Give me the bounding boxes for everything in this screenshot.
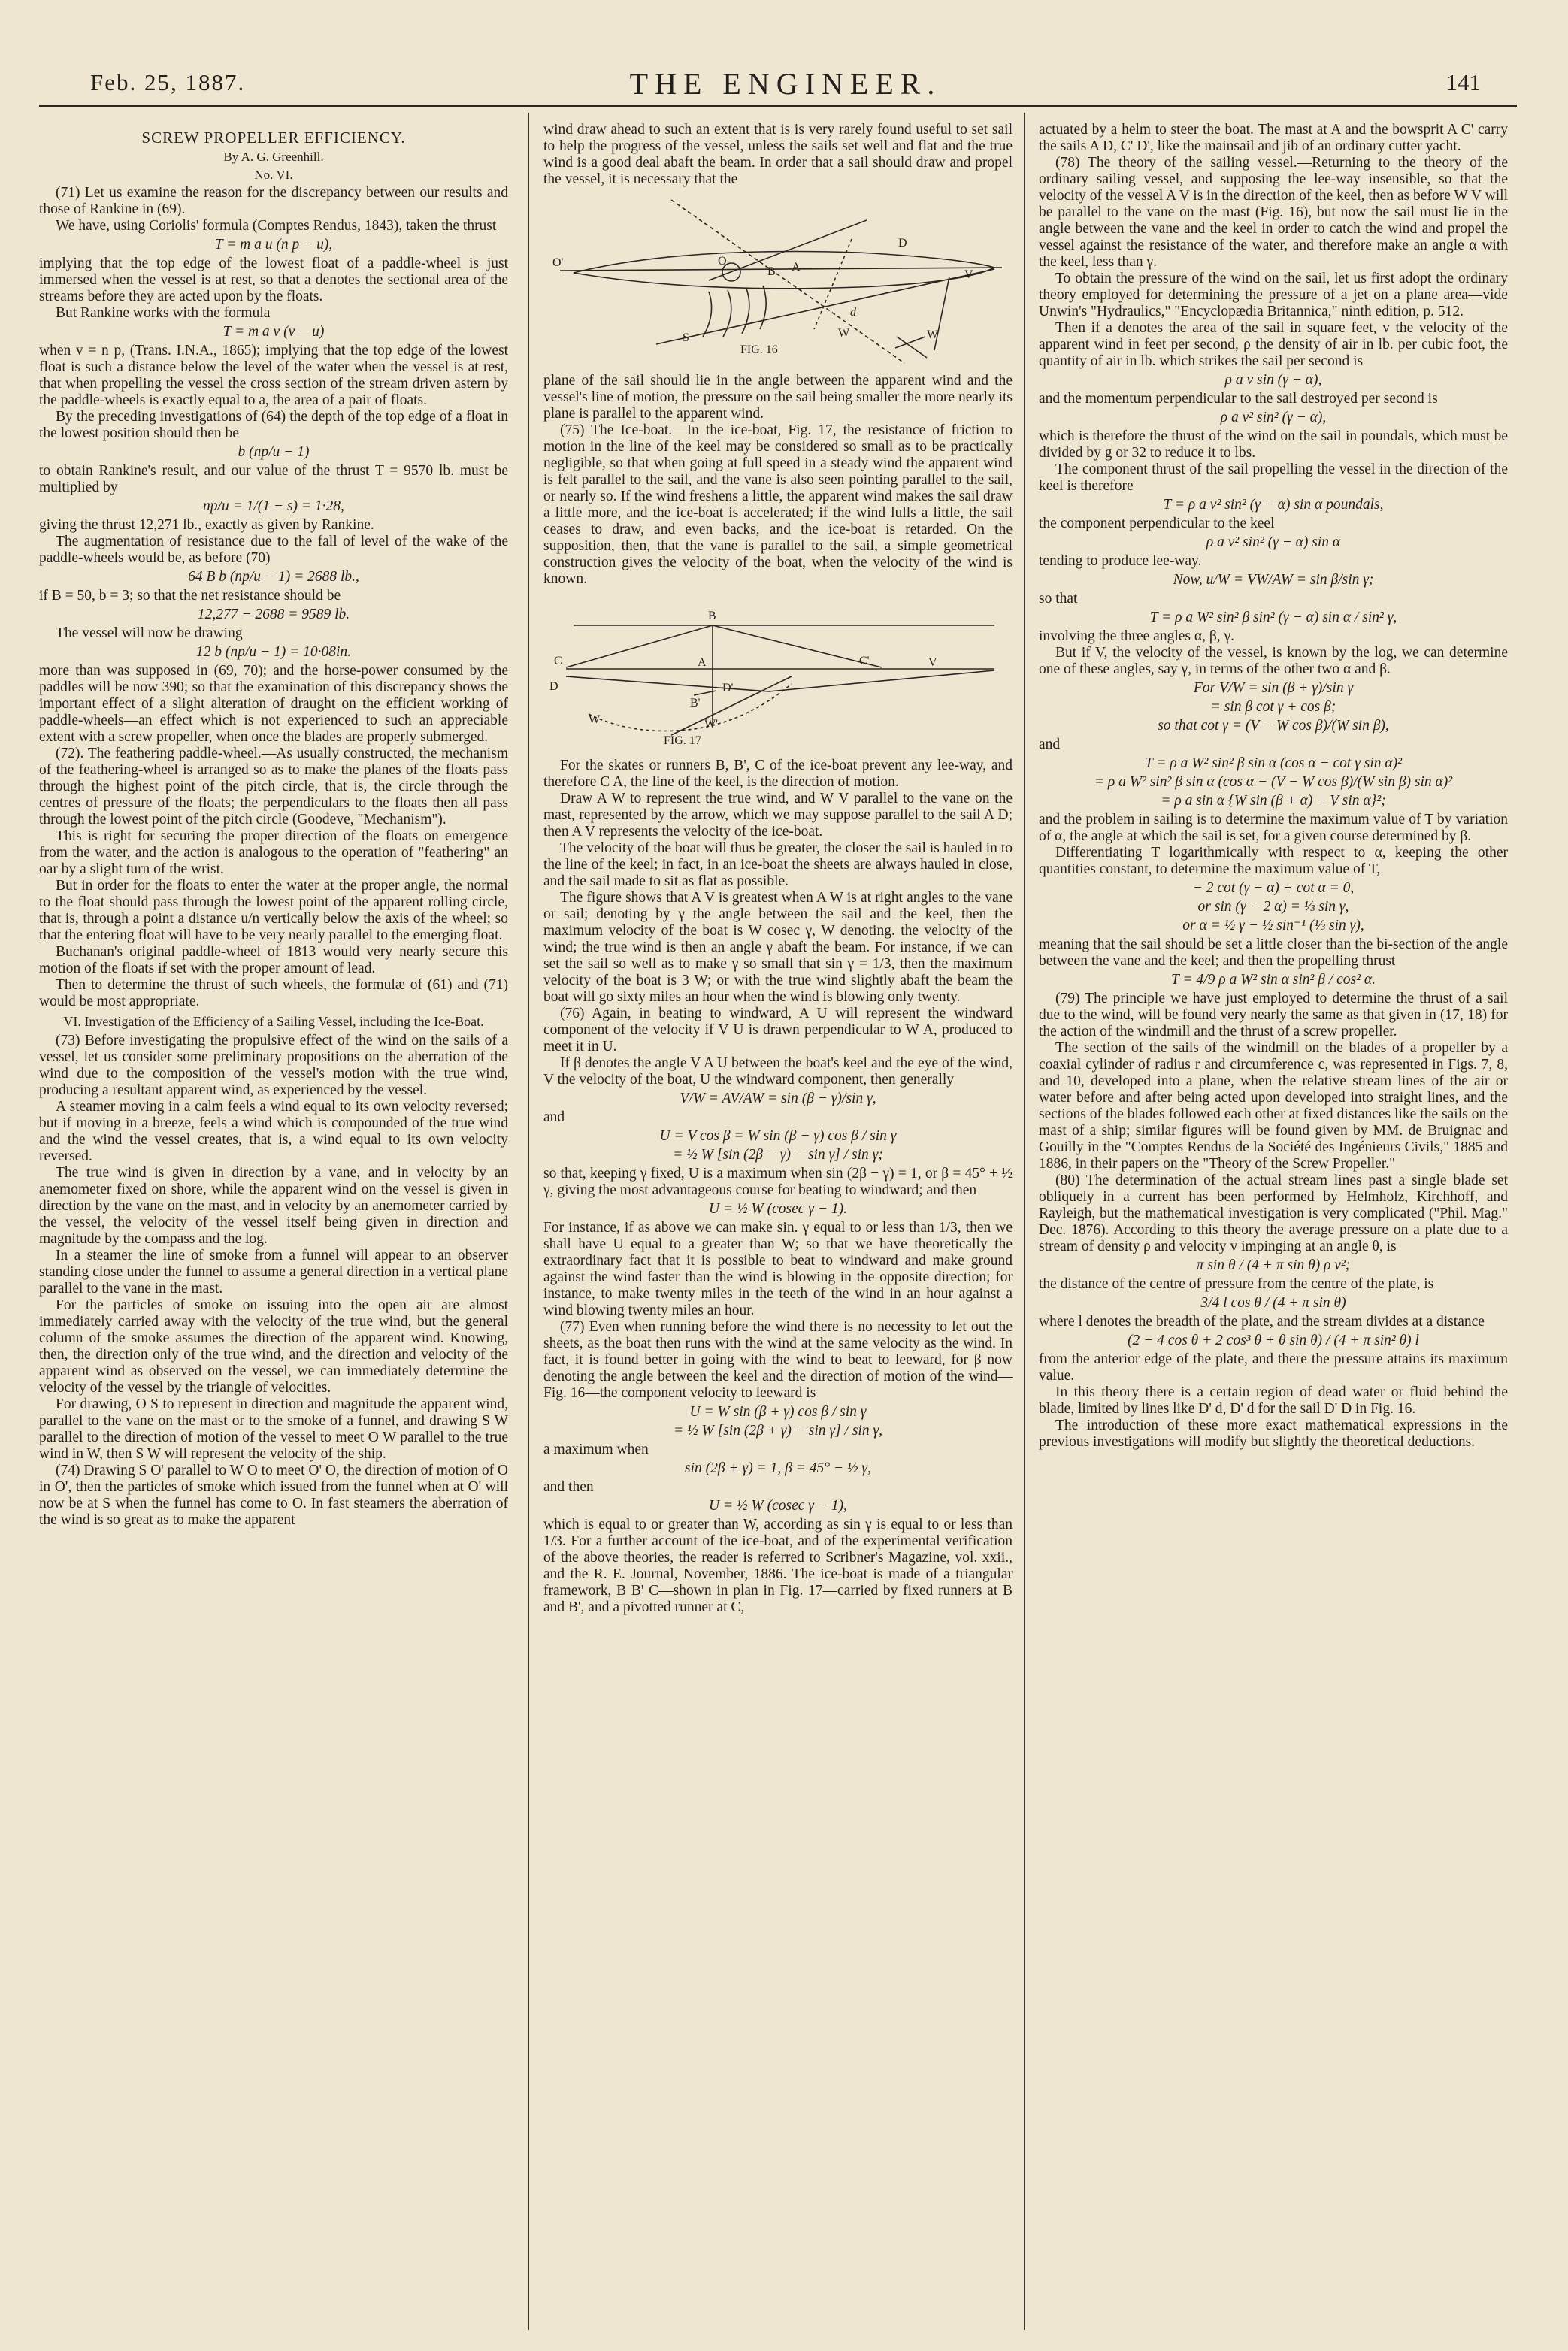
equation: = ½ W [sin (2β + γ) − sin γ] / sin γ, [673,1423,883,1439]
paragraph: The vessel will now be drawing [56,625,243,641]
page-header [90,69,1481,107]
equation: U = W sin (β + γ) cos β / sin γ [689,1404,867,1420]
column-divider [1024,113,1025,2330]
paragraph: The component thrust of the sail propelling the vessel in the direction of the keel is therefore [1039,461,1508,494]
paragraph: A steamer moving in a calm feels a wind equal to its own velocity reversed; but if moving in a breeze, feels a wind which is compounded of the true wind and the wind the vessel creates, that is, a wind equal to its own velocity reversed. [39,1099,508,1164]
paragraph: which is equal to or greater than W, according as sin γ is equal to or less than 1/3. For a further account of the ice-boat, and of the experimental verification of the above theories, the reader is referred to Scribner's Magazine, vol. xxii., and the R. E. Journal, November, 1886. The ice-boat is made of a triangular framework, B B' C—shown in plan in Fig. 17—carried by fixed runners at B and B', and a pivotted runner at C, [543,1517,1013,1615]
equation: U = ½ W (cosec γ − 1). [709,1201,847,1217]
paragraph: In this theory there is a certain region of dead water or fluid behind the blade, limited by lines like D' d, D' d for the sail D' D in Fig. 16. [1039,1384,1508,1417]
fig-16-diagram [543,194,1013,367]
paragraph: to obtain Rankine's result, and our value of the thrust T = 9570 lb. must be multiplied by [39,463,508,495]
paragraph: The true wind is given in direction by a vane, and in velocity by an anemometer fixed on shore, while the apparent wind on the vessel is given in direction by the vane on the mast, and in velocity by an anemometer carried by the vessel, the velocity of the vessel itself being given in direction and magnitude by the compass and the log. [39,1165,508,1247]
equation: = ρ a sin α {W sin (β + α) − V sin α}²; [1161,793,1386,809]
paragraph: plane of the sail should lie in the angle between the apparent wind and the vessel's line of motion, the pressure on the sail being smaller the more nearly its plane is parallel to the apparent wind. [543,373,1013,422]
equation: (2 − 4 cos θ + 2 cos³ θ + θ sin θ) / (4 + π sin² θ) l [1128,1333,1419,1348]
paragraph: and [1039,737,1061,752]
header-rule [39,105,1517,107]
paragraph: Differentiating T logarithmically with respect to α, keeping the other quantities constant, to determine the maximum value of T, [1039,845,1508,877]
equation: Now, u/W = VW/AW = sin β/sin γ; [1173,572,1374,588]
equation: so that cot γ = (V − W cos β)/(W sin β), [1158,718,1389,734]
paragraph: more than was supposed in (69, 70); and the horse-power consumed by the paddles will be now 390; so that the examination of this discrepancy shows the important effect of a slight alteration of draught on the efficient working of paddle-wheels—an effect which is not experienced to such an appreciable extent with a screw propeller, when once the blades are properly submerged. [39,663,508,745]
paragraph: (80) The determination of the actual stream lines past a single blade set obliquely in a current has been performed by Helmholz, Kirchhoff, and Rayleigh, but the mathematical investigation is very complicated ("Phil. Mag." Dec. 1876). According to this theory the average pressure on a plate due to a stream of density ρ and velocity v impinging at an angle θ, is [1039,1172,1508,1254]
equation: T = m a v (v − u) [222,324,325,340]
issue-date: Feb. 25, 1887. [90,69,246,95]
fig-17-diagram [543,594,1013,752]
equation: 12 b (np/u − 1) = 10·08in. [195,644,352,660]
equation: 12,277 − 2688 = 9589 lb. [197,607,350,622]
fig17-label-w: W [589,713,601,726]
equation: ρ a v² sin² (γ − α) sin α [1206,534,1341,550]
fig16-label-w2: W [927,328,939,341]
fig17-label-c: C [554,655,562,667]
equation: V/W = AV/AW = sin (β − γ)/sin γ, [680,1091,876,1106]
smoke-trails [703,286,766,337]
paragraph: (78) The theory of the sailing vessel.—Returning to the theory of the ordinary sailing vessel, and supposing the lee-way insensible, so that the velocity of the vessel A V is in the direction of the keel, then as before W V will be parallel to the vane on the mast (Fig. 16), but now the sail must lie in the angle between the vane and the keel in order to catch the wind and propel the vessel against the resistance of the water, and therefore make an angle α with the keel, less than γ. [1039,155,1508,270]
paragraph: We have, using Coriolis' formula (Comptes Rendus, 1843), taken the thrust [56,218,497,234]
paragraph: when v = n p, (Trans. I.N.A., 1865); implying that the top edge of the lowest float is such a distance below the level of the water when the vessel is at rest, that when propelling the vessel the cross section of the stream driven astern by the paddle-wheels is exactly equal to a, the area of a pair of floats. [39,343,508,408]
true-wind-line [671,200,904,363]
paragraph: so that [1039,591,1078,607]
column-3-text [1039,122,1508,1451]
equation: or α = ½ γ − ½ sin⁻¹ (⅓ sin γ), [1182,918,1364,933]
equation: U = ½ W (cosec γ − 1), [709,1498,847,1514]
paragraph: the component perpendicular to the keel [1039,516,1275,531]
paragraph: where l denotes the breadth of the plate, and the stream divides at a distance [1039,1314,1485,1330]
paragraph: implying that the top edge of the lowest float of a paddle-wheel is just immersed when the vessel is at rest, so that a denotes the sectional area of the streams before they are acted upon by the floats. [39,256,508,304]
figure-16 [543,194,1013,367]
paragraph: the distance of the centre of pressure from the centre of the plate, is [1039,1276,1434,1292]
paragraph: For the skates or runners B, B', C of the ice-boat prevent any lee-way, and therefore C A, the line of the keel, is the direction of motion. [543,758,1013,790]
fig16-label-o: O [718,255,727,268]
fig17-label-d1: D' [722,682,734,694]
paragraph: if B = 50, b = 3; so that the net resistance should be [39,588,341,604]
column-3 [1039,122,1508,1451]
paragraph: The section of the sails of the windmill on the blades of a propeller by a coaxial cylinder of radius r and circumference c, was represented in Figs. 7, 8, and 10, developed into a plane, when the relative stream lines of the air or water before and after being acted upon developed into straight lines, and the sections of the blades followed each other at fixed distances like the sails on the mast of a ship; similar figures will be found given by MM. de Bruignac and Gouilly in the "Comptes Rendus de la Société des Ingénieurs Civils," 1885 and 1886, in their papers on the "Theory of the Screw Propeller." [1039,1040,1508,1172]
paragraph: But if V, the velocity of the vessel, is known by the log, we can determine one of these angles, say γ, in terms of the other two α and β. [1039,645,1508,677]
paragraph: meaning that the sail should be set a little closer than the bi-section of the angle between the vane and the keel; and then the propelling thrust [1039,936,1508,969]
paragraph: By the preceding investigations of (64) the depth of the top edge of a float in the lowest position should then be [39,409,508,441]
paragraph: Then to determine the thrust of such wheels, the formulæ of (61) and (71) would be most appropriate. [39,977,508,1009]
paragraph: For drawing, O S to represent in direction and magnitude the apparent wind, parallel to the vane on the mast or to the smoke of a funnel, and drawing S W parallel to the direction of motion of the vessel to meet O W parallel to the true wind in W, then S W will represent the velocity of the ship. [39,1396,508,1462]
equation: T = 4/9 ρ a W² sin α sin² β / cos² α. [1171,972,1376,988]
publication-title: THE ENGINEER. [629,67,942,101]
fig16-label-dd: d [850,306,856,319]
column-2-text-bottom [543,758,1013,1616]
paragraph: from the anterior edge of the plate, and there the pressure attains its maximum value. [1039,1351,1508,1384]
paragraph: tending to produce lee-way. [1039,553,1202,569]
paragraph: wind draw ahead to such an extent that is is very rarely found useful to set sail to help the progress of the vessel, unless the sails set well and flat and the true wind is a good deal abaft the beam. In order that a sail should draw and propel the vessel, it is necessary that the [543,122,1013,187]
fig16-label-w: W [838,327,850,340]
paragraph: (72). The feathering paddle-wheel.—As usually constructed, the mechanism of the feathering-wheel is arranged so as to make the planes of the floats pass through the highest point of the pitch circle, that is, the circle through the centres of pressure of the floats; the perpendiculars to the floats then all pass through the lowest point of the pitch circle (Goodeve, "Mechanism"). [39,746,508,828]
fig16-label-s: S [683,331,689,344]
frame-lines [566,625,882,667]
equation: or sin (γ − 2 α) = ⅓ sin γ, [1197,899,1349,915]
paragraph: The augmentation of resistance due to the fall of level of the wake of the paddle-wheels would be, as before (70) [39,534,508,566]
equation: U = V cos β = W sin (β − γ) cos β / sin γ [659,1128,897,1144]
paragraph: But in order for the floats to enter the water at the proper angle, the normal to the float should pass through the lowest point of the apparent rolling circle, that is, through a point a distance u/n vertically below the axis of the wheel; so that the entering float will have to be very nearly parallel to the emerging float. [39,878,508,943]
page-number: 141 [1445,69,1481,95]
fig16-label-d: D [898,237,907,250]
fig16-label-a: A [792,261,801,274]
paragraph: which is therefore the thrust of the wind on the sail in poundals, which must be divided by g or 32 to reduce it to lbs. [1039,428,1508,461]
column-2-text-mid [543,373,1013,588]
article-author: By A. G. Greenhill. [223,150,324,164]
keel-line [560,268,1002,271]
paragraph: For instance, if as above we can make sin. γ equal to or less than 1/3, then we shall have U equal to a greater than W; so that we have theoretically the extraordinary fact that it is possible to beat to windward and make ground against the wind faster than the wind is blowing in the opposite direction; for instance, to make twenty miles in the teeth of the wind in an hour against a wind blowing twenty miles an hour. [543,1220,1013,1318]
equation: π sin θ / (4 + π sin θ) ρ v²; [1196,1257,1351,1273]
equation: 64 B b (np/u − 1) = 2688 lb., [188,569,359,585]
fig16-label-v: V [964,268,973,281]
equation: b (np/u − 1) [238,444,310,460]
fig17-label-v: V [928,656,937,669]
fig17-caption: FIG. 17 [664,734,701,747]
paragraph: For the particles of smoke on issuing into the open air are almost immediately carried away with the velocity of the true wind, but the general column of the smoke assumes the direction of the apparent wind. Knowing, then, the direction only of the true wind, and the direction and velocity of the apparent wind as observed on the vessel, we can immediately determine the velocity of the vessel by the triangle of velocities. [39,1297,508,1396]
paragraph: and then [543,1479,594,1495]
fig16-label-b: B [767,265,776,278]
equation: ρ a v² sin² (γ − α), [1220,410,1327,425]
equation: np/u = 1/(1 − s) = 1·28, [203,498,344,514]
equation: = ½ W [sin (2β − γ) − sin γ] / sin γ; [673,1147,883,1163]
equation: − 2 cot (γ − α) + cot α = 0, [1192,880,1355,896]
article-title: SCREW PROPELLER EFFICIENCY. [141,129,406,147]
vane-line [709,220,867,280]
equation: 3/4 l cos θ / (4 + π sin θ) [1200,1295,1346,1311]
wind-arrows [895,337,927,358]
equation: sin (2β + γ) = 1, β = 45° − ½ γ, [685,1460,871,1476]
fig17-label-b: B [708,610,716,622]
paragraph: and the momentum perpendicular to the sail destroyed per second is [1039,391,1438,407]
aberration-line [814,239,852,329]
equation: T = m a u (n p − u), [214,237,333,253]
paragraph: (79) The principle we have just employed to determine the thrust of a sail due to the wind, will be found very nearly the same as that given in (17, 18) for the action of the windmill and the thrust of a screw propeller. [1039,991,1508,1039]
paragraph: (77) Even when running before the wind there is no necessity to let out the sheets, as the boat then runs with the wind at the same velocity as the wind. In fact, it is found better in going with the wind to beat to leeward, for β now denoting the angle between the keel and the direction of motion of the wind—Fig. 16—the component velocity to leeward is [543,1319,1013,1401]
article-part: No. VI. [254,168,293,182]
equation: T = ρ a v² sin² (γ − α) sin α poundals, [1163,497,1384,513]
equation: = sin β cot γ + cos β; [1210,699,1336,715]
paragraph: (75) The Ice-boat.—In the ice-boat, Fig. 17, the resistance of friction to motion in the line of the keel may be considered so small as to be practically negligible, so that when going at full speed in a steady wind the apparent wind is felt parallel to the sail, and the vane is also seen pointing parallel to the sail, or nearly so. If the wind freshens a little, the apparent wind makes the sail draw a little more, and the ice-boat is accelerated; if the wind lulls a little, the sail ceases to draw, and even backs, and the ice-boat is retarded. On the supposition, then, that the vane is parallel to the sail, a simple geometrical construction gives the velocity of the boat, when the velocity of the wind is known. [543,422,1013,587]
paragraph: a maximum when [543,1442,649,1457]
figure-17 [543,594,1013,752]
fig17-label-b1: B' [690,697,701,710]
paragraph: If β denotes the angle V A U between the boat's keel and the eye of the wind, V the velocity of the boat, U the windward component, then generally [543,1055,1013,1088]
equation: T = ρ a W² sin² β sin² (γ − α) sin α / sin² γ, [1149,610,1397,625]
paragraph: and the problem in sailing is to determine the maximum value of T by variation of α, the angle at which the sail is set, for a given course determined by β. [1039,812,1508,844]
paragraph: actuated by a helm to steer the boat. The mast at A and the bowsprit A C' carry the sails A D, C' D', like the mainsail and jib of an ordinary cutter yacht. [1039,122,1508,154]
paragraph: But Rankine works with the formula [56,305,271,321]
paragraph: (71) Let us examine the reason for the discrepancy between our results and those of Rankine in (69). [39,185,508,217]
paragraph: involving the three angles α, β, γ. [1039,628,1234,644]
paragraph: The introduction of these more exact mathematical expressions in the previous investigations will modify but slightly the theoretical deductions. [1039,1418,1508,1450]
column-1 [39,122,508,1529]
fig17-label-d: D [549,680,558,693]
sail-lines [566,670,994,691]
paragraph: The figure shows that A V is greatest when A W is at right angles to the vane or sail; denoting by γ the angle between the sail and the keel, then the maximum velocity of the boat is W cosec γ, W denoting. the velocity of the wind; the true wind is then an angle γ abaft the beam. For instance, if we can set the sail so well as to make γ so small that sin γ = 1/3, then the maximum velocity of the boat is 3 W; or with the true wind slightly abaft the beam the boat will go sixty miles an hour when the wind is blowing only twenty. [543,890,1013,1005]
paragraph: giving the thrust 12,271 lb., exactly as given by Rankine. [39,517,374,533]
fig16-caption: FIG. 16 [740,343,778,356]
section-heading: VI. Investigation of the Efficiency of a Sailing Vessel, including the Ice-Boat. [63,1014,484,1029]
equation: T = ρ a W² sin² β sin α (cos α − cot γ sin α)² [1144,755,1402,771]
paragraph: Then if a denotes the area of the sail in square feet, v the velocity of the apparent wind in feet per second, ρ the density of air in lb. per cubic foot, the quantity of air in lb. which strikes the sail per second is [1039,320,1508,369]
fig17-label-w1: W' [704,718,718,731]
equation: ρ a v sin (γ − α), [1224,372,1322,388]
paragraph: so that, keeping γ fixed, U is a maximum when sin (2β − γ) = 1, or β = 45° + ½ γ, giving the most advantageous course for beating to windward; and then [543,1166,1013,1198]
fig17-label-c1: C' [859,655,870,667]
paragraph: To obtain the pressure of the wind on the sail, let us first adopt the ordinary theory employed for determining the pressure of a jet on a plane area—vide Unwin's "Hydraulics," "Encyclopædia Britannica," ninth edition, p. 512. [1039,271,1508,319]
equation: For V/W = sin (β + γ)/sin γ [1193,680,1354,696]
paragraph: (74) Drawing S O' parallel to W O to meet O' O, the direction of motion of O in O', then the particles of smoke which issued from the funnel when at O' will now be at S when the funnel has come to O. In fast steamers the aberration of the wind is so great as to make the apparent [39,1463,509,1528]
column-2-text-top [543,122,1013,188]
column-2 [543,122,1013,1616]
paragraph: In a steamer the line of smoke from a funnel will appear to an observer standing close under the funnel to assume a general direction in a vertical plane parallel to the vane in the mast. [39,1248,508,1297]
fig16-label-o1: O' [552,256,564,269]
column-divider [528,113,529,2330]
paragraph: (73) Before investigating the propulsive effect of the wind on the sails of a vessel, let us consider some preliminary propositions on the aberration of the wind due to the composition of the vessel's motion with the true wind, producing a resultant apparent wind, as experienced by the vessel. [39,1033,508,1098]
paragraph: Draw A W to represent the true wind, and W V parallel to the vane on the mast, represented by the arrow, which we may suppose parallel to the sail A D; then A V represents the velocity of the ice-boat. [543,791,1013,840]
paragraph: (76) Again, in beating to windward, A U will represent the windward component of the velocity if V U is drawn perpendicular to W A, produced to meet it in U. [543,1006,1013,1054]
paragraph: The velocity of the boat will thus be greater, the closer the sail is hauled in to the line of the keel; in fact, in an ice-boat the sheets are always hauled in close, and the sail made to sit as flat as possible. [543,840,1013,889]
equation: = ρ a W² sin² β sin α (cos α − (V − W cos β)/(W sin β) sin α)² [1094,774,1453,790]
column-1-text [39,185,508,1529]
paragraph: This is right for securing the proper direction of the floats on emergence from the water, and the action is analogous to the operation of "feathering" an oar by a slight turn of the wrist. [39,828,508,877]
fig17-label-a: A [698,656,707,669]
paragraph: and [543,1109,565,1125]
paragraph: Buchanan's original paddle-wheel of 1813 would very nearly secure this motion of the floats if set with the proper amount of lead. [39,944,508,976]
